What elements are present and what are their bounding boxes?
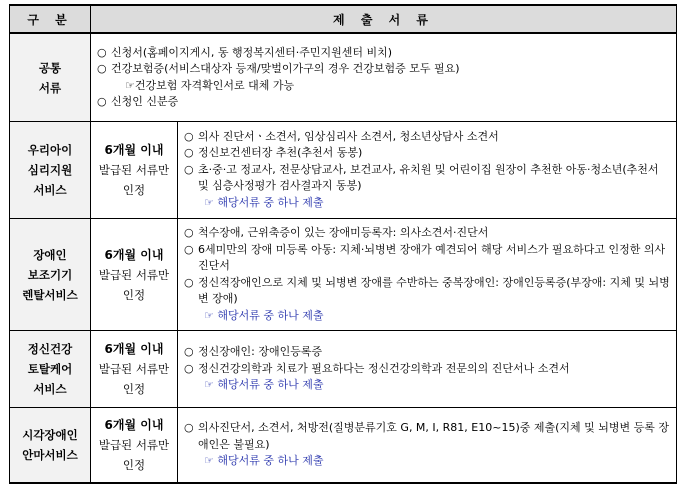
circle-bullet-icon: ○ (184, 242, 194, 256)
submission-note: ☞ 해당서류 중 하나 제출 (204, 378, 324, 392)
row-category: 공통 서류 (10, 33, 91, 122)
list-item: ○ 의사 진단서ㆍ소견서, 임상심리사 소견서, 청소년상담사 소견서 (184, 129, 670, 146)
row-category: 장애인 보조기기 렌탈서비스 (10, 219, 91, 331)
circle-bullet-icon: ○ (184, 226, 194, 239)
list-item: ○ 정신보건센터장 추천(추천서 동봉) (184, 145, 670, 162)
validity-condition: 6개월 이내 발급된 서류만 인정 (91, 408, 178, 484)
pointing-hand-icon: ☞ (204, 195, 214, 209)
circle-bullet-icon: ○ (184, 275, 194, 289)
submission-note: ☞ 해당서류 중 하나 제출 (204, 454, 324, 468)
submission-note: ☞ 해당서류 중 하나 제출 (204, 308, 324, 322)
list-item: ○ 6세미만의 장애 미등록 아동: 지체·뇌병변 장애가 예견되어 해당 서비스가 필요하다고 인정한 의사진단서 (184, 242, 670, 275)
validity-condition: 6개월 이내 발급된 서류만 인정 (91, 219, 178, 331)
row-documents (178, 331, 677, 408)
header-documents: 제 출 서 류 (91, 5, 677, 33)
validity-condition: 6개월 이내 발급된 서류만 인정 (91, 331, 178, 408)
row-category: 정신건강 토탈케어 서비스 (10, 331, 91, 408)
circle-bullet-icon: ○ (97, 95, 107, 108)
header-category: 구 분 (10, 5, 91, 33)
circle-bullet-icon: ○ (184, 129, 194, 143)
row-category: 우리아이 심리지원 서비스 (10, 122, 91, 219)
circle-bullet-icon: ○ (97, 62, 107, 75)
pointing-hand-icon: ☞ (204, 378, 214, 392)
list-item: ○ 정신장애인: 장애인등록증 (184, 344, 670, 361)
submission-documents-table (9, 4, 677, 484)
list-item: ○ 척수장애, 근위축증이 있는 장애미등록자: 의사소견서·진단서 (184, 225, 670, 242)
table-row (10, 33, 677, 122)
circle-bullet-icon: ○ (97, 45, 107, 59)
pointing-hand-icon: ☞ (204, 308, 214, 322)
table-row (10, 408, 677, 484)
sub-note: ☞건강보험 자격확인서로 대체 가능 (125, 78, 295, 92)
row-documents (91, 33, 677, 122)
validity-condition: 6개월 이내 발급된 서류만 인정 (91, 122, 178, 219)
circle-bullet-icon: ○ (184, 345, 194, 359)
list-item: ○ 신청인 신분증 (97, 94, 670, 111)
table-row (10, 331, 677, 408)
list-item: ○ 정신적장애인으로 지체 및 뇌병변 장애를 수반하는 중복장애인: 장애인등록증(부장애: 지체 및 뇌병변 장애) (184, 275, 670, 308)
table-header-row (10, 5, 677, 33)
row-documents (178, 122, 677, 219)
list-item: ○ 건강보험증(서비스대상자 등재/맞벌이가구의 경우 건강보험증 모두 필요) (97, 61, 670, 78)
pointing-hand-icon: ☞ (125, 78, 135, 92)
submission-note: ☞ 해당서류 중 하나 제출 (204, 195, 324, 209)
list-item: ○ 초·중·고 정교사, 전문상담교사, 보건교사, 유치원 및 어린이집 원장이 추천한 아동·청소년(추천서 및 심층사정평가 검사결과지 동봉) (184, 162, 670, 195)
pointing-hand-icon: ☞ (204, 454, 214, 468)
list-item: ○ 의사진단서, 소견서, 처방전(질병분류기호 G, M, I, R81, E10~15)중 제출(지체 및 뇌병변 등록 장애인은 불필요) (184, 420, 670, 453)
table-row (10, 219, 677, 331)
circle-bullet-icon: ○ (184, 421, 194, 435)
table-row (10, 122, 677, 219)
circle-bullet-icon: ○ (184, 361, 194, 375)
list-item: ○ 정신건강의학과 치료가 필요하다는 정신건강의학과 전문의의 진단서나 소견서 (184, 361, 670, 378)
row-documents (178, 408, 677, 484)
circle-bullet-icon: ○ (184, 162, 194, 176)
row-documents (178, 219, 677, 331)
circle-bullet-icon: ○ (184, 146, 194, 160)
row-category: 시각장애인 안마서비스 (10, 408, 91, 484)
list-item: ○ 신청서(홈페이지게시, 동 행정복지센터·주민지원센터 비치) (97, 45, 670, 62)
